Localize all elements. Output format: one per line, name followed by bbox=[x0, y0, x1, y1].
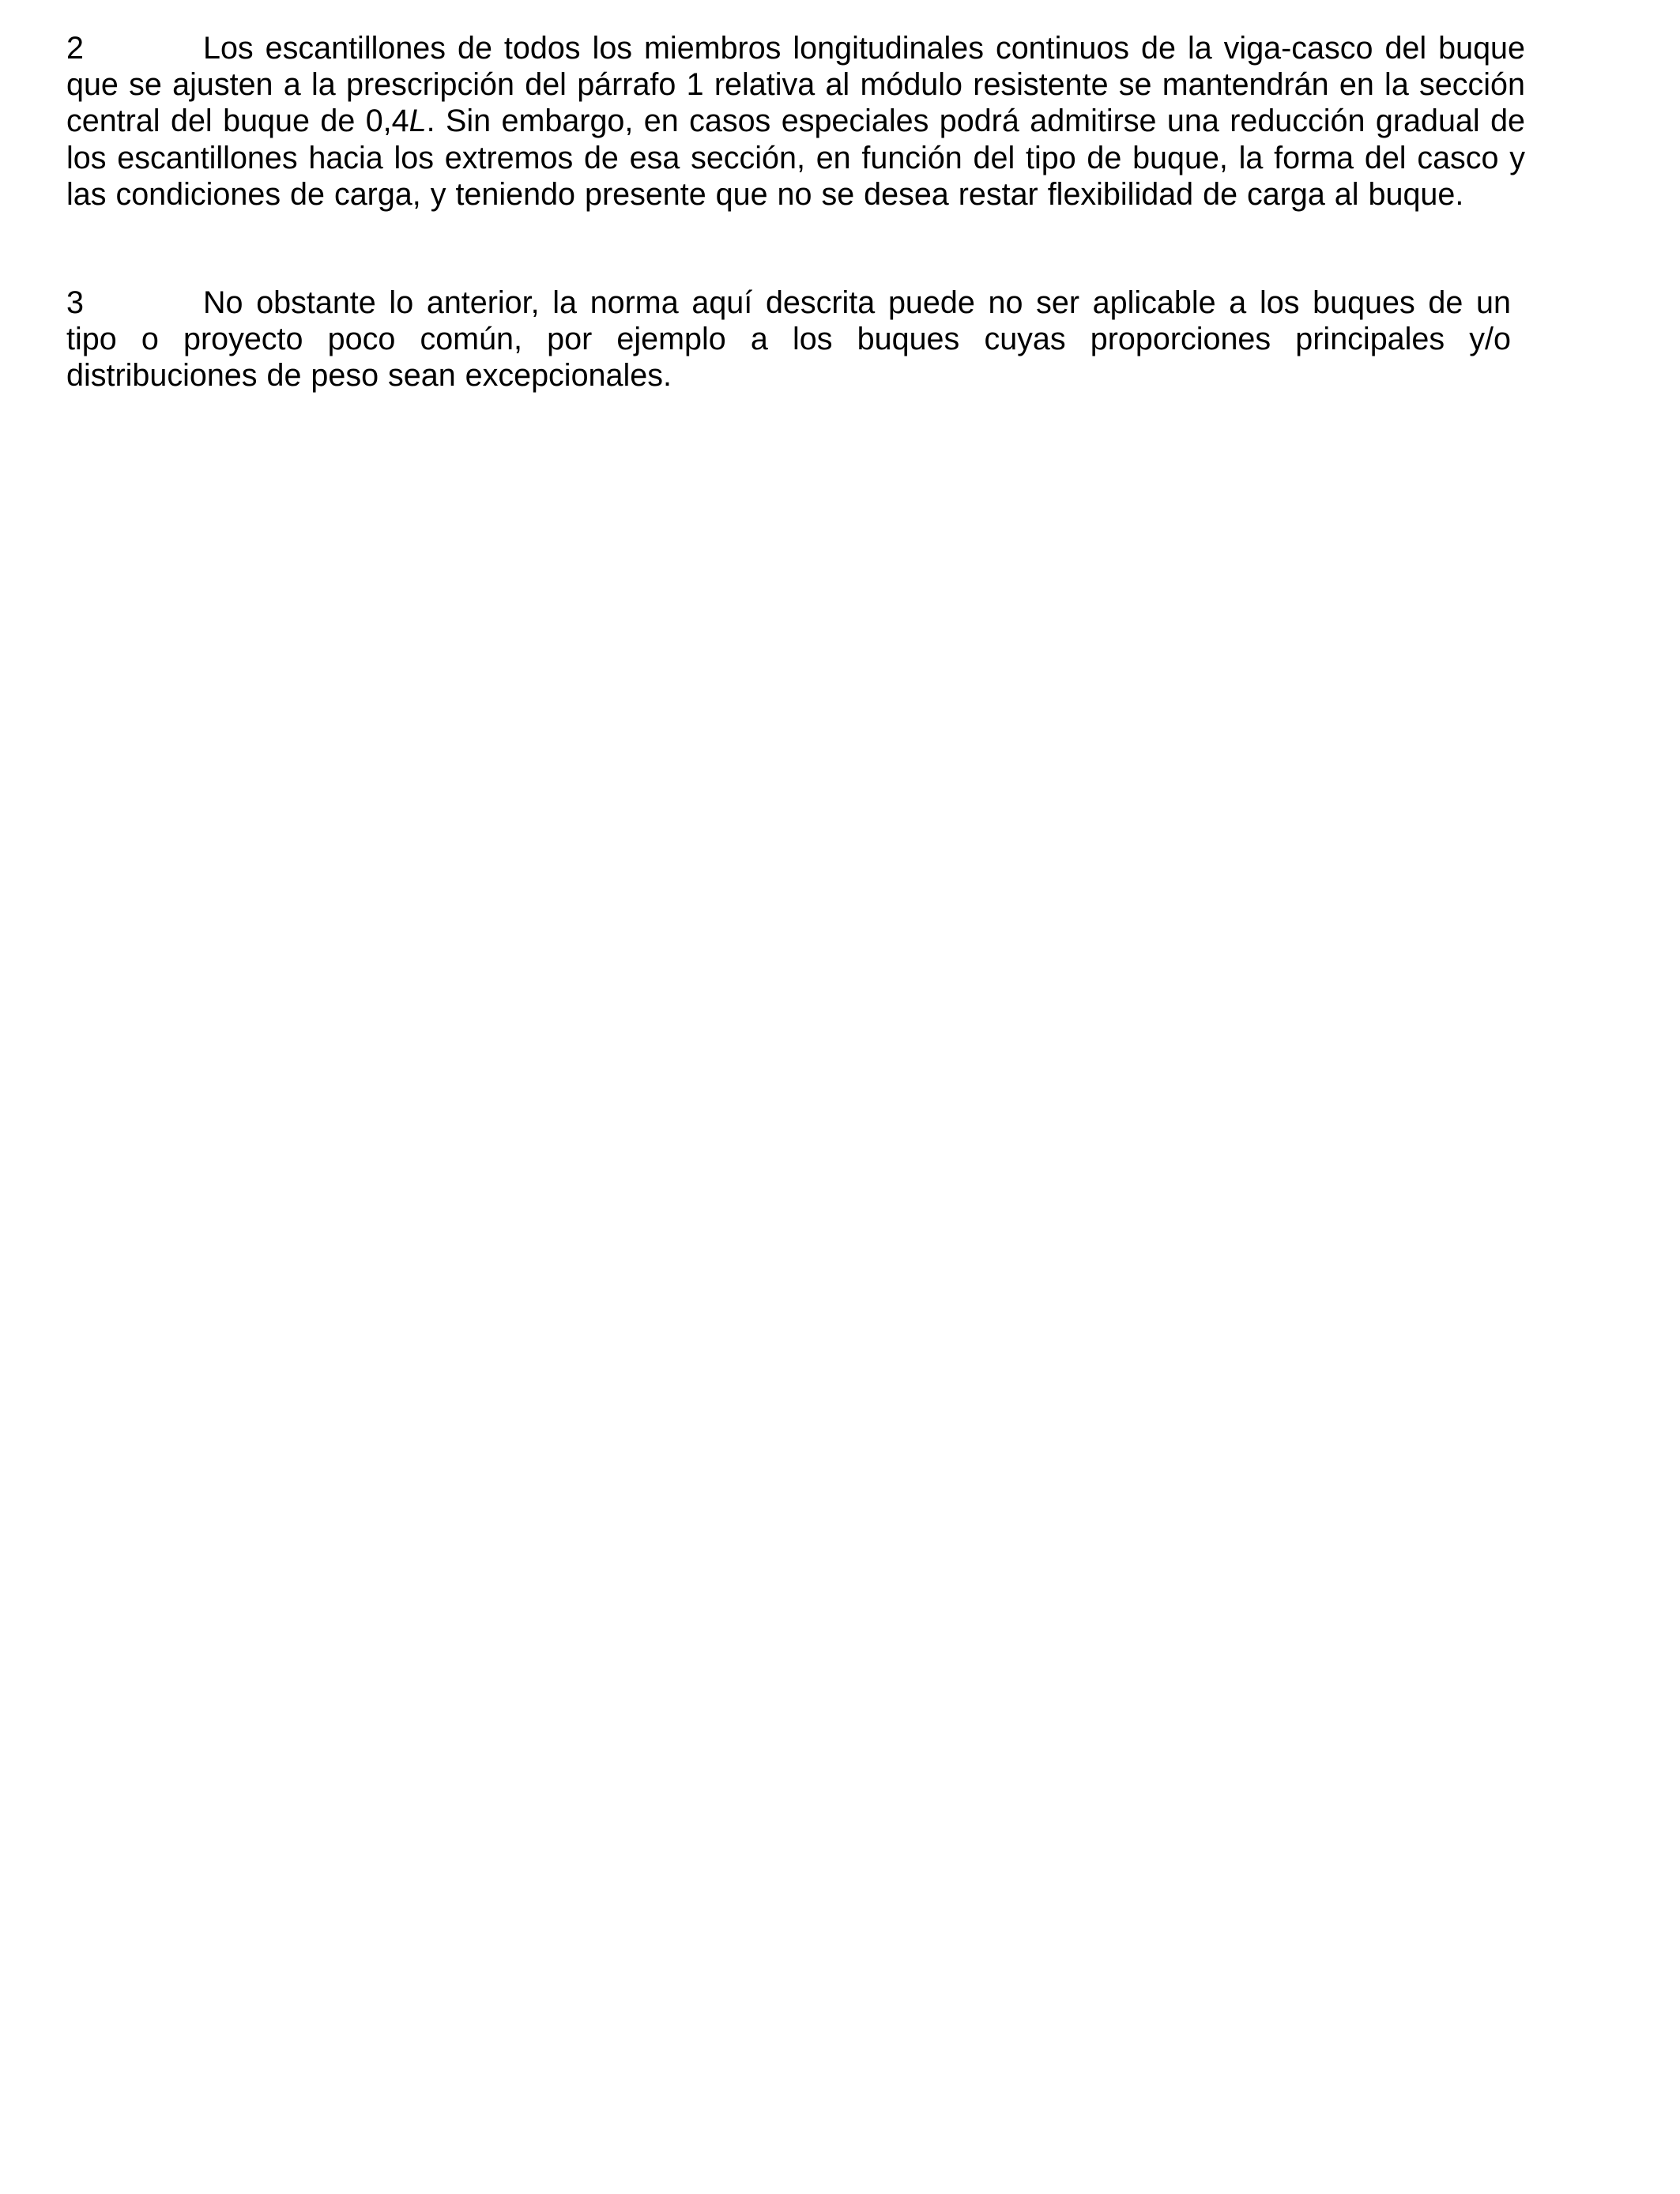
paragraph-text-part-a: Los escantillones de todos los miembros longitudinales continuos de la viga-casco del buque que se ajusten a la prescripción del párrafo 1 relativa al módulo resistente se mantendrán en la sección central del buque de 0,4 bbox=[66, 31, 1525, 139]
paragraph-text-italic-symbol: L bbox=[409, 104, 427, 139]
paragraph-number: 3 bbox=[66, 285, 84, 320]
paragraph-text: No obstante lo anterior, la norma aquí descrita puede no ser aplicable a los buques de un tipo o proyecto poco común, por ejemplo a los buques cuyas proporciones principales y/o distribuciones de peso sean excepcionales. bbox=[66, 285, 1511, 394]
paragraph-2 bbox=[66, 30, 1525, 213]
paragraph-number: 2 bbox=[66, 31, 84, 66]
paragraph-text-part-b: . Sin embargo, en casos especiales podrá admitirse una reducción gradual de los escantillones hacia los extremos de esa sección, en función del tipo de buque, la forma del casco y las condiciones de carga, y teniendo presente que no se desea restar flexibilidad de carga al buque. bbox=[66, 104, 1526, 212]
paragraph-3 bbox=[66, 285, 1511, 394]
